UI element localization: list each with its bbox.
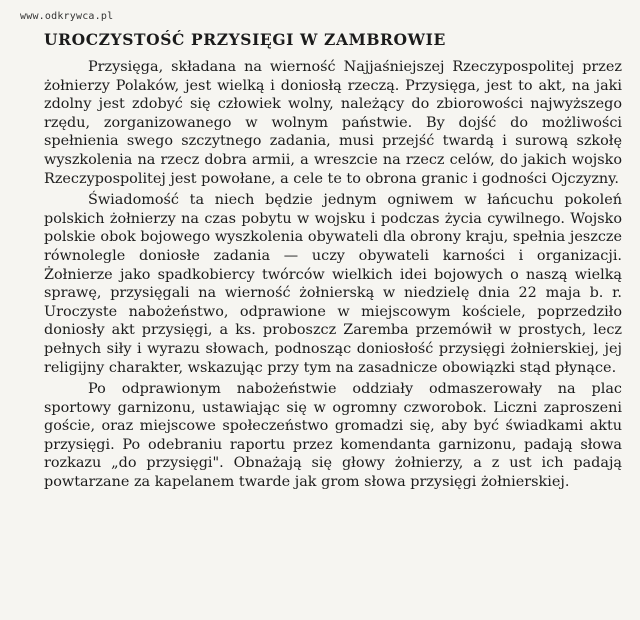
article-paragraph: Przysięga, składana na wierność Najjaśniejszej Rzeczypospolitej przez żołnierzy Polaków, jest wielką i doniosłą rzeczą. Przysięga, jest to akt, na jaki zdolny jest zdobyć się człowiek wolny, należący do zbiorowości najwyższego rzędu, zorganizowanego w wolnym państwie. By dojść do możliwości spełnienia swego szczytnego zadania, musi przejść twardą i surową szkołę wyszkolenia na rzecz dobra armii, a wreszcie na rzecz celów, do jakich wojsko Rzeczypospolitej jest powołane, a cele te to obrona granic i godności Ojczyzny. — [44, 59, 622, 187]
article-title: UROCZYSTOŚĆ PRZYSIĘGI W ZAMBROWIE — [44, 30, 446, 49]
article-paragraph: Po odprawionym nabożeństwie oddziały odmaszerowały na plac sportowy garnizonu, ustawiając się w ogromny czworobok. Liczni zaproszeni goście, oraz miejscowe społeczeństwo gromadzi się, aby być świadkami aktu przysięgi. Po odebraniu raportu przez komendanta garnizonu, padają słowa rozkazu „do przysięgi". Obnażają się głowy żołnierzy, a z ust ich padają powtarzane za kapelanem twarde jak grom słowa przysięgi żołnierskiej. — [44, 381, 622, 491]
article — [44, 30, 622, 492]
article-paragraph: Świadomość ta niech będzie jednym ogniwem w łańcuchu pokoleń polskich żołnierzy na czas pobytu w wojsku i podczas życia cywilnego. Wojsko polskie obok bojowego wyszkolenia obywateli dla obrony kraju, spełnia jeszcze równolegle doniosłe zadania — uczy obywateli karności i organizacji. Żołnierze jako spadkobiercy twórców wielkich idei bojowych o naszą wielką sprawę, przysięgali na wierność żołnierską w niedzielę dnia 22 maja b. r. Uroczyste nabożeństwo, odprawione w miejscowym kościele, poprzedziło doniosły akt przysięgi, a ks. proboszcz Zaremba przemówił w prostych, lecz pełnych siły i wyrazu słowach, podnosząc doniosłość przysięgi żołnierskiej, jej religijny charakter, wskazując przy tym na zasadnicze obowiązki stąd płynące. — [44, 192, 622, 376]
site-watermark: www.odkrywca.pl — [20, 11, 114, 22]
